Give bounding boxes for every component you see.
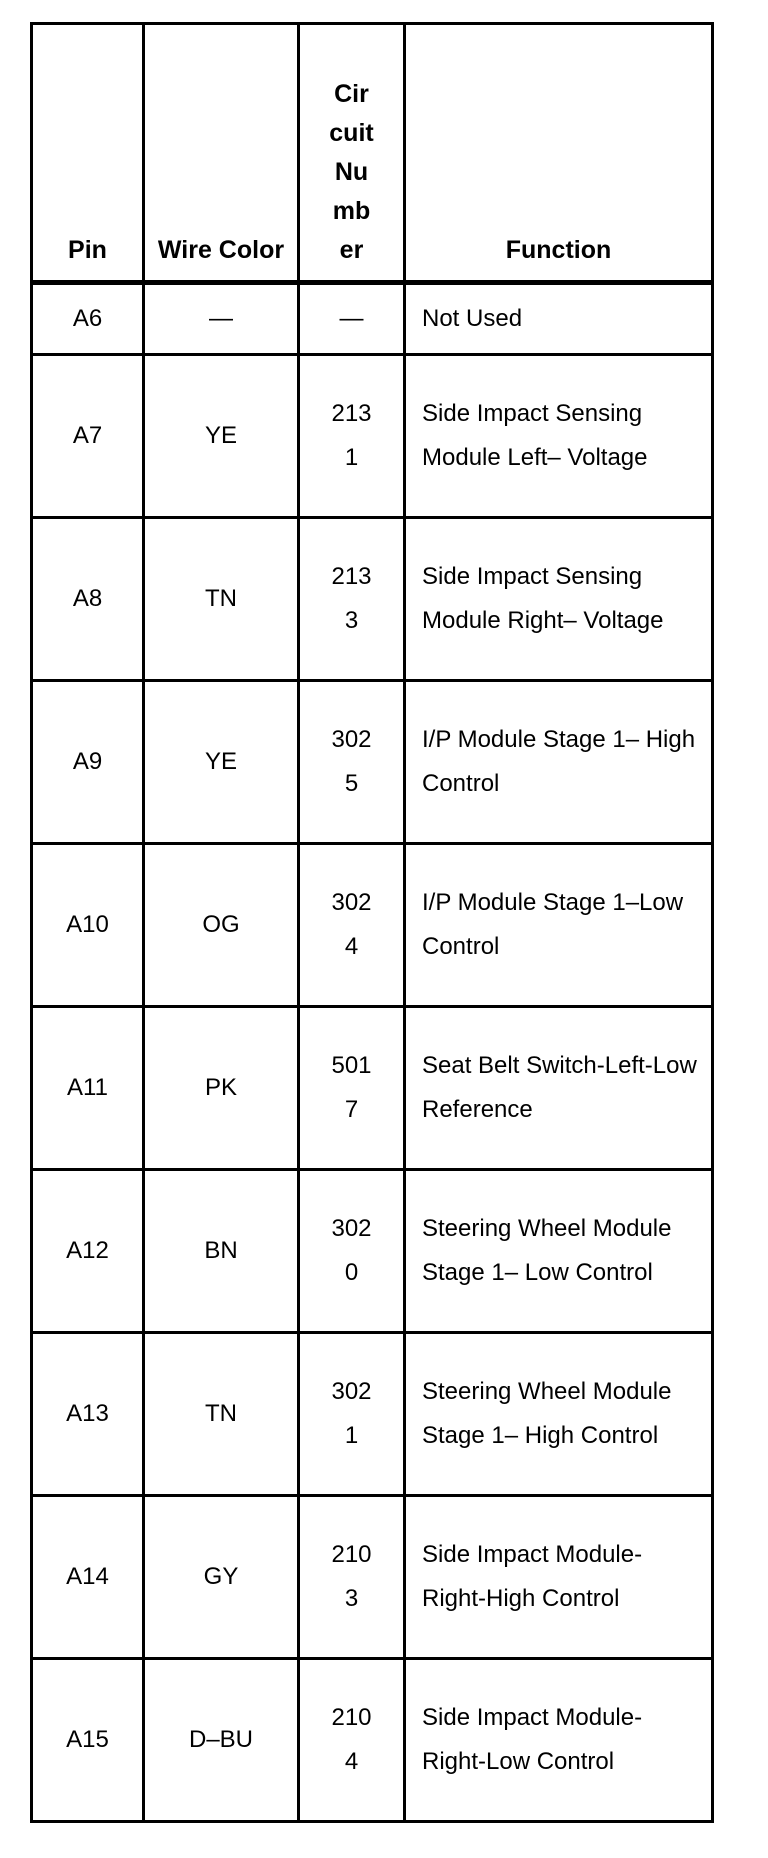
pin-cell: A14 bbox=[32, 1496, 144, 1659]
function-cell: Steering Wheel Module Stage 1– Low Control bbox=[405, 1170, 713, 1333]
table-row bbox=[32, 283, 713, 355]
circuit-number-cell: — bbox=[299, 283, 405, 355]
circuit-number-cell: 3021 bbox=[299, 1333, 405, 1496]
function-cell: Side Impact Module-Right-High Control bbox=[405, 1496, 713, 1659]
function-cell: Side Impact Sensing Module Left– Voltage bbox=[405, 355, 713, 518]
wire-color-cell: BN bbox=[144, 1170, 299, 1333]
header-circuit-number: Circuit Number bbox=[299, 24, 405, 283]
wire-color-cell: TN bbox=[144, 1333, 299, 1496]
table-row bbox=[32, 1007, 713, 1170]
circuit-number-cell: 2103 bbox=[299, 1496, 405, 1659]
table-row bbox=[32, 1659, 713, 1822]
pin-cell: A10 bbox=[32, 844, 144, 1007]
table-row bbox=[32, 518, 713, 681]
function-cell: Side Impact Module-Right-Low Control bbox=[405, 1659, 713, 1822]
pin-cell: A9 bbox=[32, 681, 144, 844]
function-cell: Seat Belt Switch-Left-Low Reference bbox=[405, 1007, 713, 1170]
circuit-number-cell: 3025 bbox=[299, 681, 405, 844]
table-header-row bbox=[32, 24, 713, 283]
circuit-number-cell: 2104 bbox=[299, 1659, 405, 1822]
pin-cell: A11 bbox=[32, 1007, 144, 1170]
table-row bbox=[32, 1333, 713, 1496]
function-cell: Steering Wheel Module Stage 1– High Control bbox=[405, 1333, 713, 1496]
pin-cell: A13 bbox=[32, 1333, 144, 1496]
wire-color-cell: OG bbox=[144, 844, 299, 1007]
circuit-number-cell: 3020 bbox=[299, 1170, 405, 1333]
function-cell: I/P Module Stage 1– High Control bbox=[405, 681, 713, 844]
table-row bbox=[32, 1496, 713, 1659]
header-pin: Pin bbox=[32, 24, 144, 283]
pin-cell: A6 bbox=[32, 283, 144, 355]
wire-color-cell: GY bbox=[144, 1496, 299, 1659]
pin-cell: A12 bbox=[32, 1170, 144, 1333]
function-cell: I/P Module Stage 1–Low Control bbox=[405, 844, 713, 1007]
circuit-number-cell: 3024 bbox=[299, 844, 405, 1007]
wire-color-cell: PK bbox=[144, 1007, 299, 1170]
circuit-number-cell: 2133 bbox=[299, 518, 405, 681]
function-cell: Not Used bbox=[405, 283, 713, 355]
table-row bbox=[32, 681, 713, 844]
wire-color-cell: YE bbox=[144, 681, 299, 844]
circuit-number-cell: 2131 bbox=[299, 355, 405, 518]
header-function: Function bbox=[405, 24, 713, 283]
header-wire-color: Wire Color bbox=[144, 24, 299, 283]
connector-pinout-table bbox=[30, 22, 714, 1823]
pin-cell: A15 bbox=[32, 1659, 144, 1822]
pin-cell: A7 bbox=[32, 355, 144, 518]
table-row bbox=[32, 1170, 713, 1333]
function-cell: Side Impact Sensing Module Right– Voltage bbox=[405, 518, 713, 681]
table-row bbox=[32, 844, 713, 1007]
table-row bbox=[32, 355, 713, 518]
pin-cell: A8 bbox=[32, 518, 144, 681]
wire-color-cell: D–BU bbox=[144, 1659, 299, 1822]
wire-color-cell: YE bbox=[144, 355, 299, 518]
wire-color-cell: — bbox=[144, 283, 299, 355]
circuit-number-cell: 5017 bbox=[299, 1007, 405, 1170]
wire-color-cell: TN bbox=[144, 518, 299, 681]
